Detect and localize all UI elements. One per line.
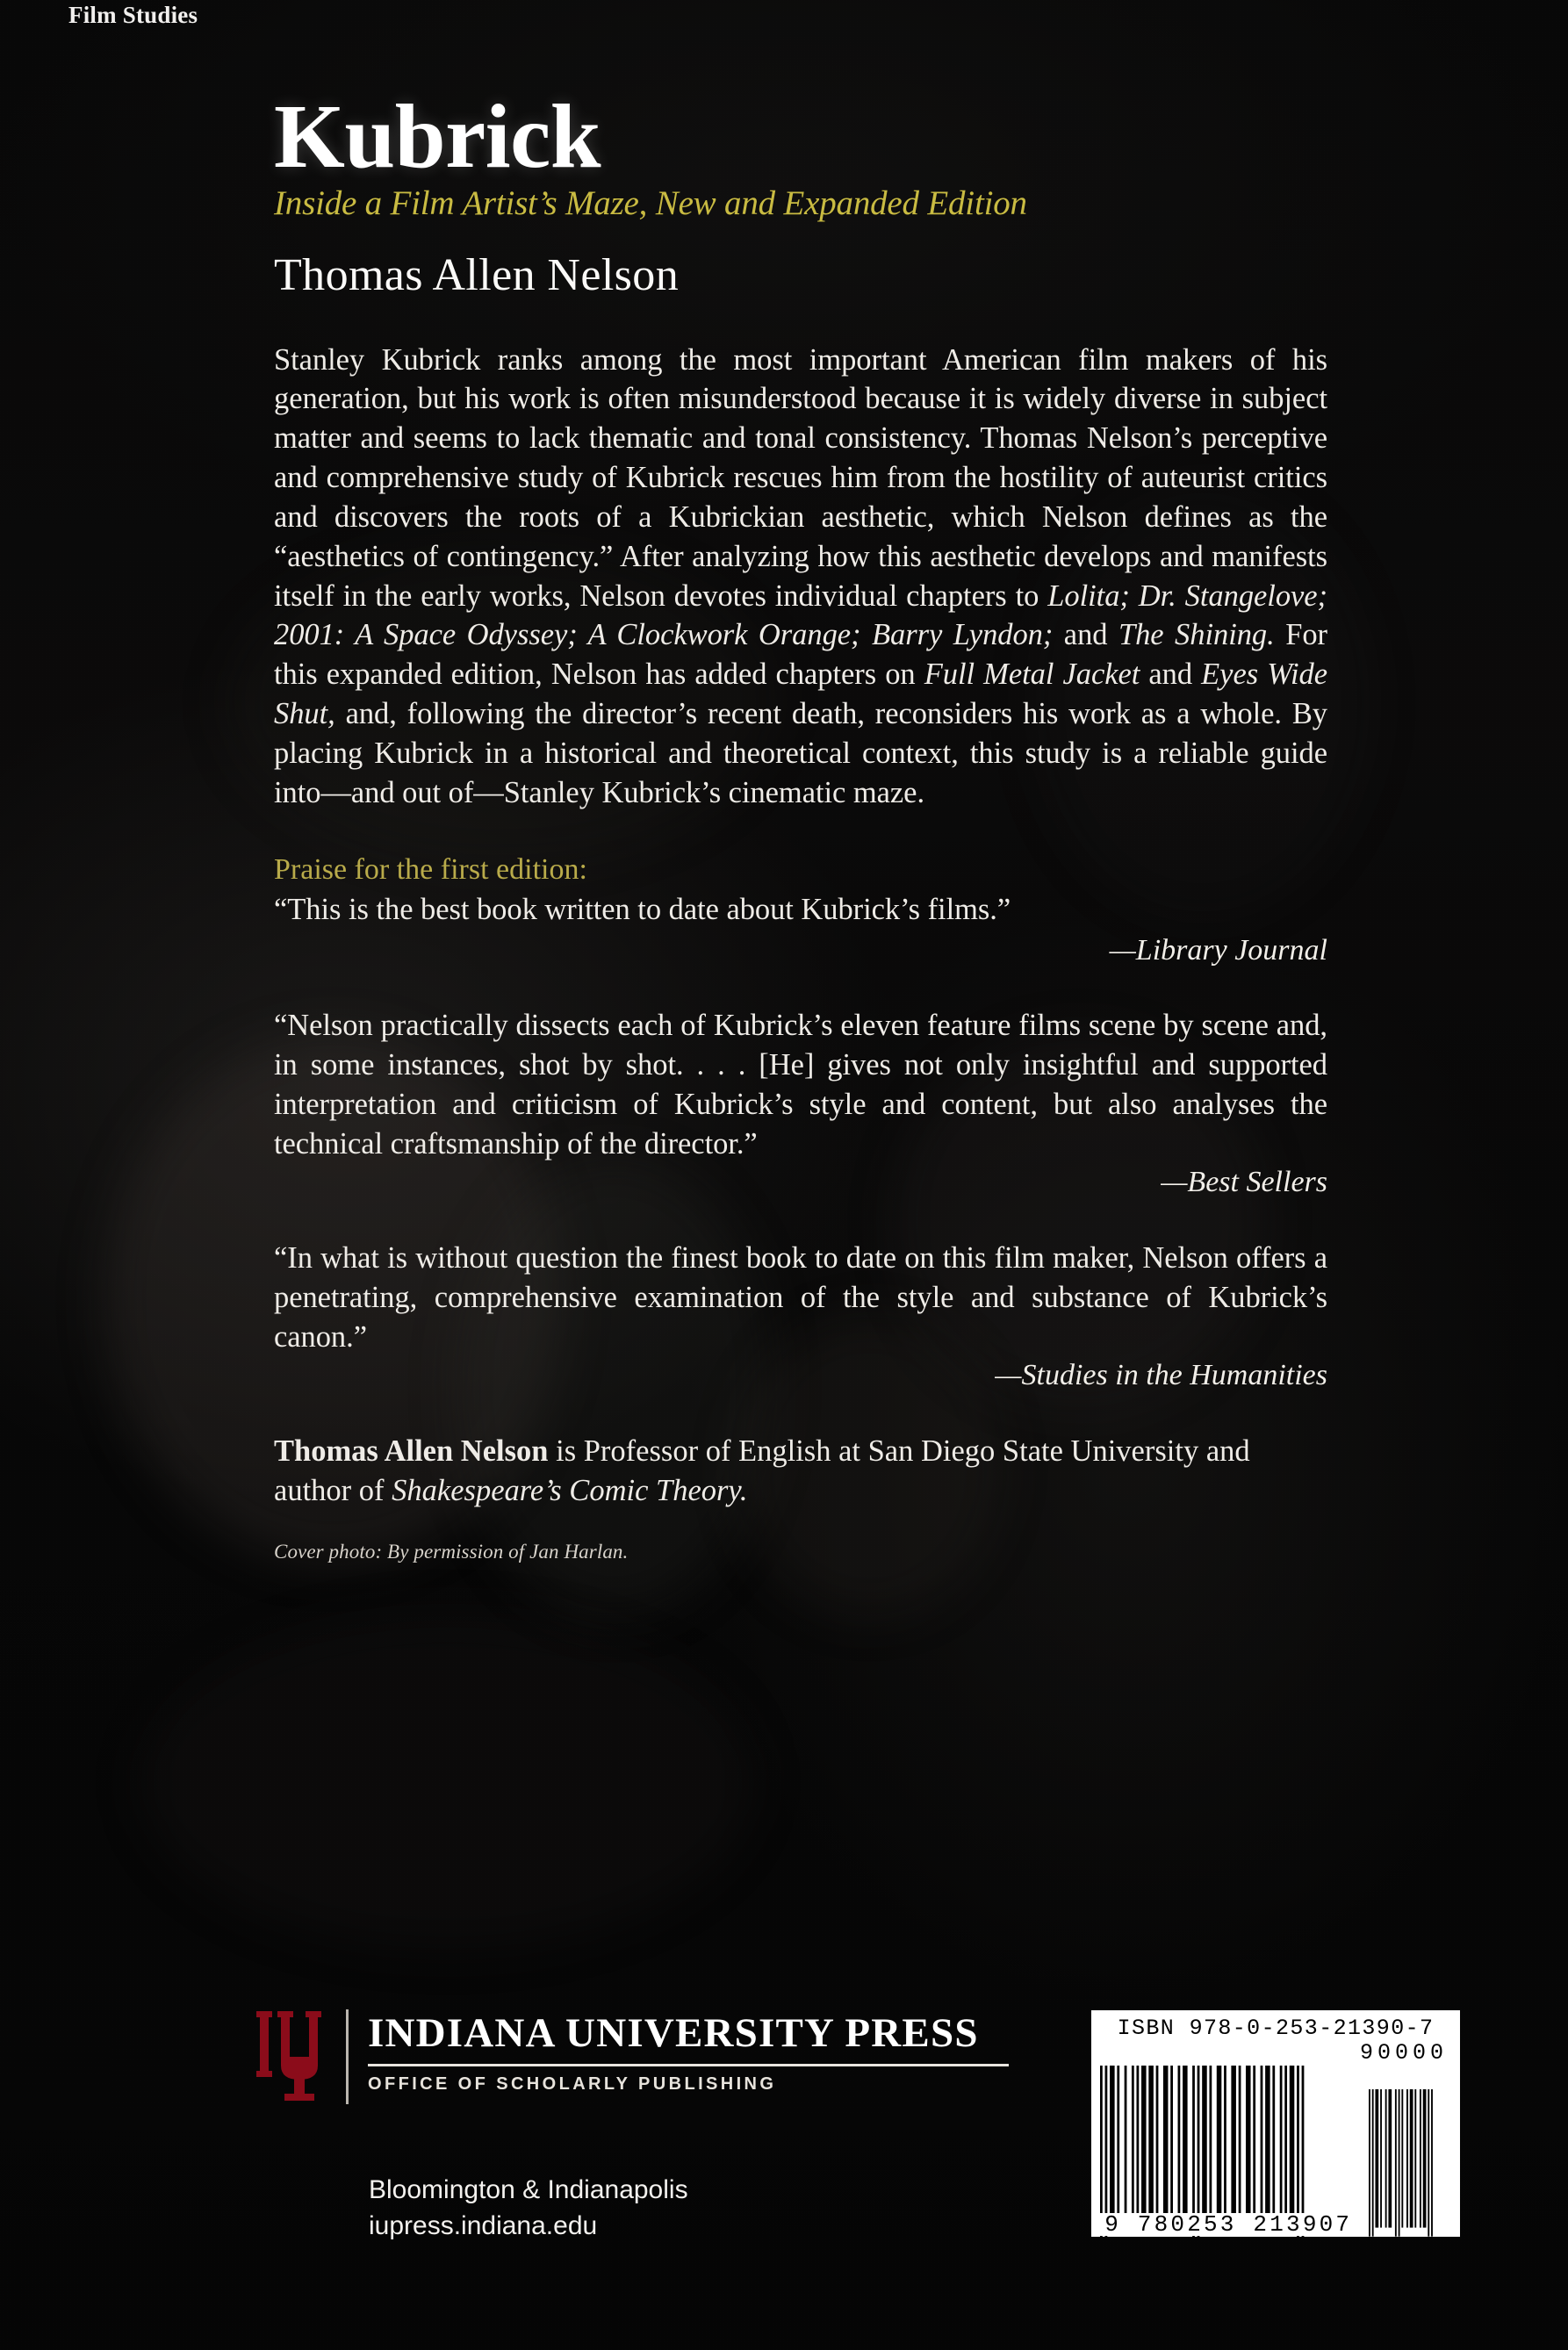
book-author: Thomas Allen Nelson <box>274 249 680 300</box>
book-subtitle: Inside a Film Artist’s Maze, New and Expanded Edition <box>274 184 1027 222</box>
ean13-barcode <box>1100 2066 1356 2237</box>
ean13-digits: 9 780253 213907 <box>1100 2213 1356 2236</box>
review-source: —Studies in the Humanities <box>995 1359 1327 1392</box>
ean5-addon-barcode <box>1369 2089 1451 2237</box>
review-source: —Library Journal <box>1109 933 1327 967</box>
barcode-bars-row <box>1100 2066 1451 2237</box>
publisher-cities: Bloomington & Indianapolis <box>369 2175 688 2204</box>
spacer <box>274 1202 1327 1239</box>
author-bio: Thomas Allen Nelson is Professor of English at San Diego State University and author of Shakespeare’s Comic Theory. <box>274 1434 1250 1507</box>
cover-content <box>274 86 1327 1563</box>
publisher-name: INDIANA UNIVERSITY PRESS <box>368 2010 979 2056</box>
review-quote: “In what is without question the finest book to date on this film maker, Nelson offers a penetrating, comprehensive examination of the style and substance of Kubrick’s canon.” <box>274 1240 1327 1354</box>
isbn-text: ISBN 978-0-253-21390-7 <box>1117 2016 1435 2041</box>
publisher-division: OFFICE OF SCHOLARLY PUBLISHING <box>368 2074 777 2094</box>
review-quote: “Nelson practically dissects each of Kubrick’s eleven feature films scene by scene and, in some instances, shot by shot. . . . [He] gives not only insightful and supported interpretation and criticism of Kubrick’s style and content, but also analyses the technical craftsmanship of the director.” <box>274 1009 1327 1161</box>
logo-divider <box>346 2009 349 2104</box>
category-kicker: Film Studies <box>68 2 198 28</box>
publisher-block <box>255 2009 1009 2104</box>
texture-blob <box>140 1615 755 1949</box>
publisher-rule <box>368 2064 1009 2066</box>
spacer <box>274 1395 1327 1432</box>
book-title: Kubrick <box>274 86 601 187</box>
review-source: —Best Sellers <box>1161 1166 1327 1199</box>
spacer <box>274 1511 1327 1541</box>
review-quote: “This is the best book written to date about Kubrick’s films.” <box>274 892 1011 926</box>
spacer <box>274 969 1327 1006</box>
praise-heading: Praise for the first edition: <box>274 852 587 886</box>
cover-photo-credit: Cover photo: By permission of Jan Harlan. <box>274 1540 629 1563</box>
publisher-website[interactable]: iupress.indiana.edu <box>369 2210 598 2240</box>
isbn-barcode <box>1091 2010 1460 2237</box>
publisher-address <box>369 2173 688 2245</box>
indiana-university-logo-icon <box>255 2009 330 2104</box>
price-addon-digits: 90000 <box>1359 2040 1448 2066</box>
publisher-text <box>368 2009 1009 2095</box>
book-description: Stanley Kubrick ranks among the most important American film makers of his generation, but his work is often misunderstood because it is widely diverse in subject matter and seems to lack thematic and tonal consistency. Thomas Nelson’s perceptive and comprehensive study of Kubrick rescues him from the hostility of auteurist critics and discovers the roots of a Kubrickian aesthetic, which Nelson defines as the “aesthetics of contingency.” After analyzing how this aesthetic develops and manifests itself in the early works, Nelson devotes individual chapters to Lolita; Dr. Stangelove; 2001: A Space Odyssey; A Clockwork Orange; Barry Lyndon; and The Shining. For this expanded edition, Nelson has added chapters on Full Metal Jacket and Eyes Wide Shut, and, following the director’s recent death, reconsiders his work as a whole. By placing Kubrick in a historical and theoretical context, this study is a reliable guide into—and out of—Stanley Kubrick’s cinematic maze. <box>274 342 1327 809</box>
